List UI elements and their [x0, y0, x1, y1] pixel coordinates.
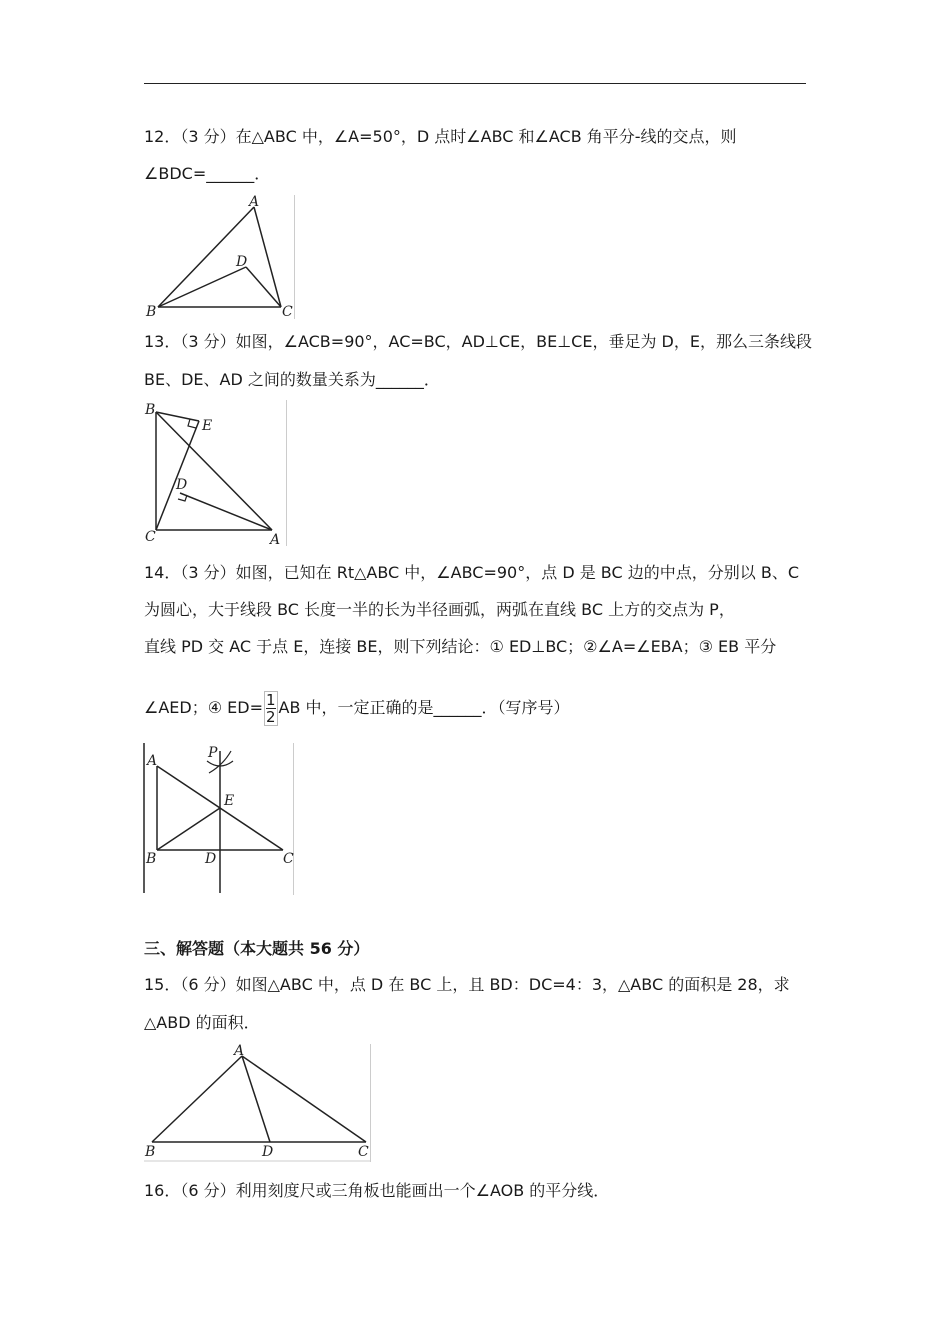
q14-label-b: B	[146, 851, 157, 867]
q12-text-line2: ∠BDC=______．	[144, 164, 271, 183]
q14-text-line2: 为圆心，大于线段 BC 长度一半的长为半径画弧，两弧在直线 BC 上方的交点为 P，	[144, 600, 735, 619]
q13-seg-ad	[180, 493, 272, 530]
q15-seg-ad	[242, 1056, 270, 1142]
q15-seg-ba	[152, 1056, 242, 1142]
q14-text-line4	[144, 686, 570, 730]
q15-text-line1: 15．（6 分）如图△ABC 中，点 D 在 BC 上，且 BD：DC=4：3，△ABC 的面积是 28，求	[144, 975, 790, 994]
q13-figure	[144, 400, 290, 546]
q12-text-line1: 12．（3 分）在△ABC 中，∠A=50°，D 点时∠ABC 和∠ACB 角平分-线的交点，则	[144, 127, 737, 146]
q14-line4-pre: ∠AED；④ ED=	[144, 698, 263, 717]
q12-seg-bd	[158, 267, 246, 307]
q12-label-b: B	[146, 304, 157, 319]
q14-label-d: D	[205, 851, 217, 867]
q14-frac-numerator: 1	[266, 691, 276, 709]
q12-figure	[144, 195, 296, 319]
q13-label-d: D	[176, 477, 188, 493]
q12-label-a: A	[249, 195, 260, 210]
q16-text-line1: 16．（6 分）利用刻度尺或三角板也能画出一个∠AOB 的平分线．	[144, 1181, 610, 1200]
q15-label-c: C	[358, 1144, 369, 1160]
q15-label-b: B	[145, 1144, 156, 1160]
q13-seg-ba	[156, 412, 272, 530]
q14-text-line3: 直线 PD 交 AC 于点 E，连接 BE，则下列结论：① ED⊥BC；②∠A=∠EBA；③ EB 平分	[144, 637, 777, 656]
q14-label-c: C	[283, 851, 294, 867]
q14-text-line1: 14．（3 分）如图，已知在 Rt△ABC 中，∠ABC=90°，点 D 是 BC 边的中点，分别以 B、C	[144, 563, 799, 582]
q14-figure	[143, 743, 295, 895]
q14-label-e: E	[224, 793, 235, 809]
q15-seg-ac	[242, 1056, 366, 1142]
q13-label-b: B	[145, 402, 156, 418]
q13-label-c: C	[145, 529, 156, 545]
q14-label-a: A	[147, 753, 158, 769]
q15-figure	[144, 1044, 372, 1162]
q13-text-line2: BE、DE、AD 之间的数量关系为______．	[144, 370, 440, 389]
q13-seg-ce	[156, 421, 199, 530]
q12-label-c: C	[282, 304, 293, 319]
q15-text-line2: △ABD 的面积．	[144, 1013, 260, 1032]
q13-label-a: A	[270, 532, 281, 546]
q13-text-line1: 13．（3 分）如图，∠ACB=90°，AC=BC，AD⊥CE，BE⊥CE，垂足为 D，E，那么三条线段	[144, 332, 812, 351]
q14-fraction	[264, 691, 278, 726]
section3-title: 三、解答题（本大题共 56 分）	[144, 939, 370, 958]
q14-label-p: P	[208, 745, 218, 761]
q13-label-e: E	[202, 418, 213, 434]
q13-seg-be	[156, 412, 199, 421]
q12-label-d: D	[236, 254, 248, 270]
header-rule	[144, 83, 806, 84]
q15-label-d: D	[262, 1144, 274, 1160]
q15-label-a: A	[234, 1044, 245, 1059]
q14-frac-denominator: 2	[266, 708, 276, 726]
q14-line4-post: AB 中，一定正确的是______．（写序号）	[278, 698, 570, 717]
q14-seg-be	[157, 808, 220, 850]
